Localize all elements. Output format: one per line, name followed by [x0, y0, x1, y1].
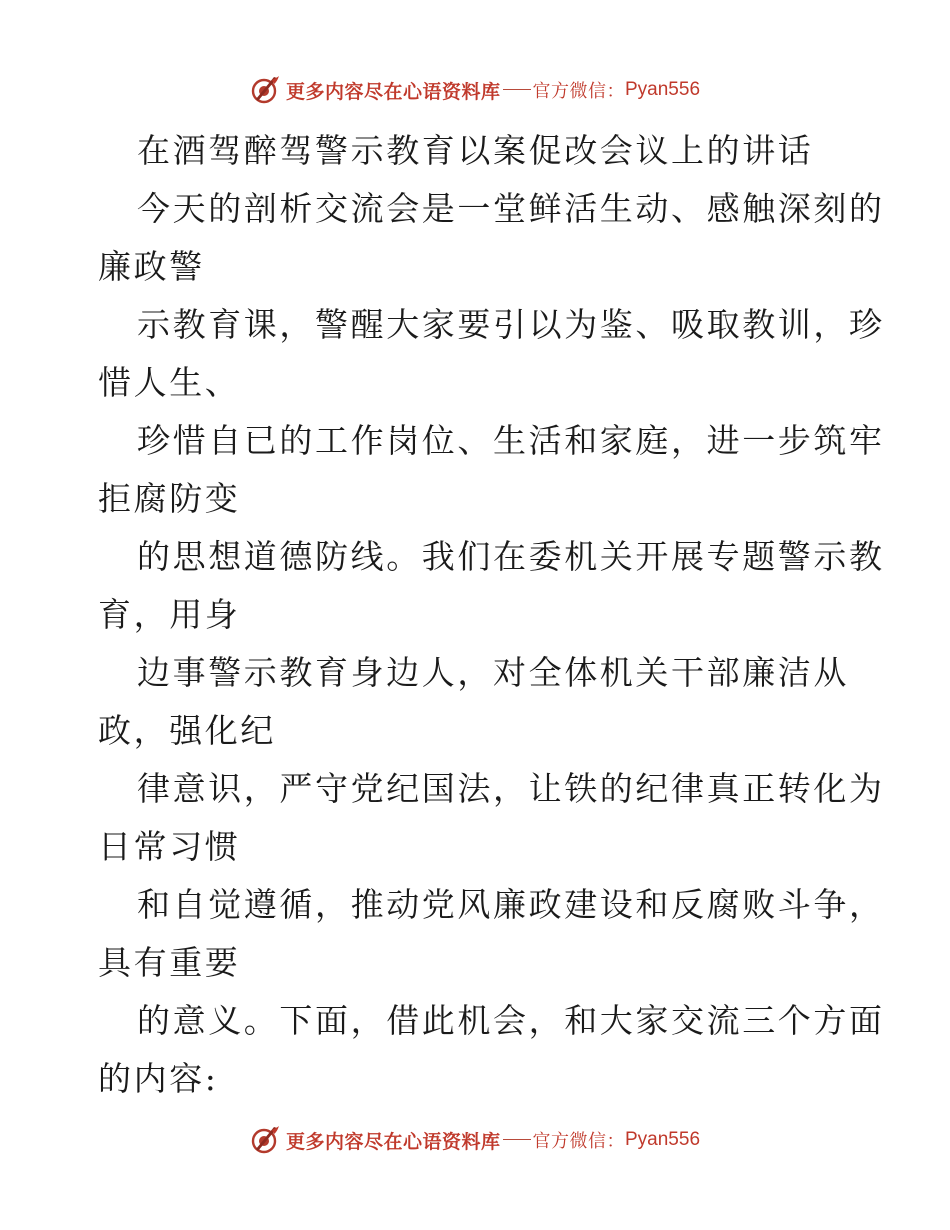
paragraph-line: 廉政警 [98, 247, 205, 286]
paragraph-line: 日常习惯 [98, 827, 241, 866]
footer-watermark [0, 1122, 950, 1158]
watermark-slogan: 更多内容尽在心语资料库 [285, 1130, 501, 1153]
paragraph-line: 拒腐防变 [98, 479, 241, 518]
quill-seal-icon [250, 75, 280, 105]
paragraph-line: 惜人生、 [98, 363, 241, 402]
paragraph-line: 的意义。下面，借此机会，和大家交流三个方面 [137, 1001, 885, 1040]
paragraph-line: 和自觉遵循，推动党风廉政建设和反腐败斗争， [137, 885, 885, 924]
paragraph-line: 示教育课，警醒大家要引以为鉴、吸取教训，珍 [137, 305, 885, 344]
header-watermark [0, 72, 950, 108]
quill-seal-icon [250, 1125, 280, 1155]
watermark-dash [503, 89, 531, 90]
paragraph-line: 的思想道德防线。我们在委机关开展专题警示教 [137, 537, 885, 576]
paragraph-line: 具有重要 [98, 943, 241, 982]
paragraph-line: 珍惜自已的工作岗位、生活和家庭，进一步筑牢 [137, 421, 885, 460]
watermark-wechat-label: 官方微信： [532, 81, 625, 102]
watermark-handle: Pyan556 [625, 1129, 701, 1150]
paragraph-line: 政，强化纪 [98, 711, 276, 750]
document-title: 在酒驾醉驾警示教育以案促改会议上的讲话 [137, 131, 814, 170]
watermark-dash [503, 1139, 531, 1140]
paragraph-line: 育，用身 [98, 595, 241, 634]
paragraph-line: 的内容: [98, 1059, 219, 1098]
paragraph-line: 边事警示教育身边人，对全体机关干部廉洁从 [137, 653, 849, 692]
watermark-handle: Pyan556 [625, 79, 701, 100]
paragraph-line: 律意识，严守党纪国法，让铁的纪律真正转化为 [137, 769, 885, 808]
watermark-slogan: 更多内容尽在心语资料库 [285, 80, 501, 103]
paragraph-line: 今天的剖析交流会是一堂鲜活生动、感触深刻的 [137, 189, 885, 228]
watermark-wechat-label: 官方微信： [532, 1131, 625, 1152]
